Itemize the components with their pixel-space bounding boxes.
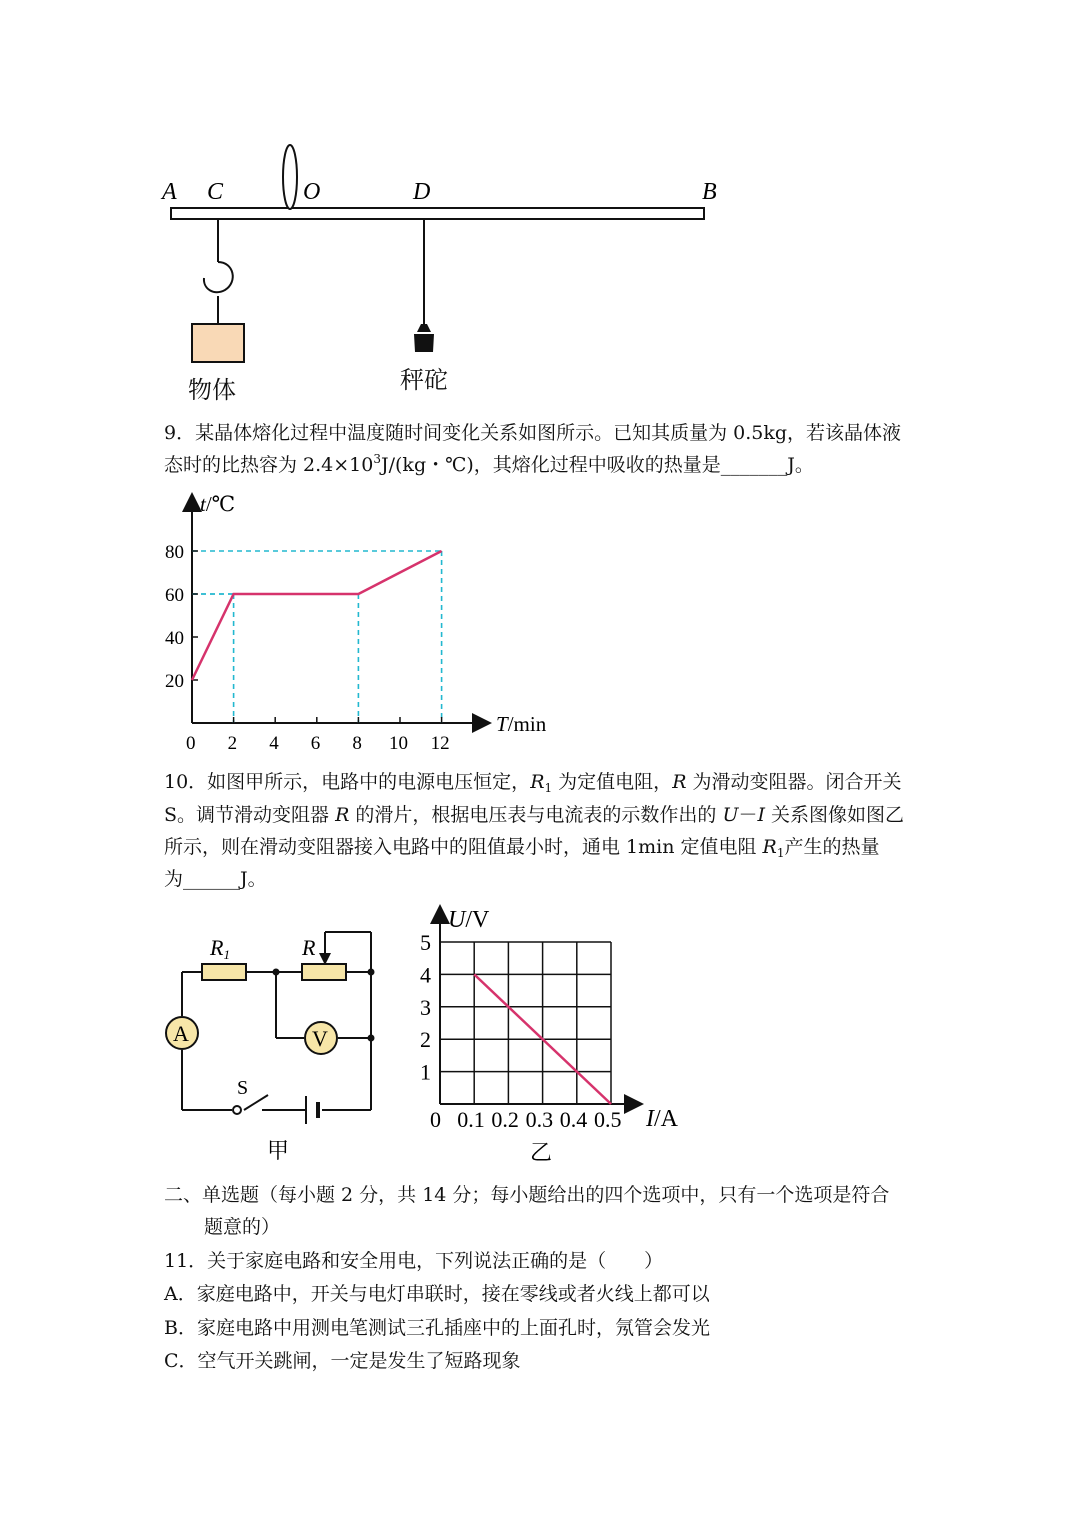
q10-r1: R: [530, 771, 545, 793]
section2-line2: 题意的）: [204, 1216, 281, 1238]
q11-option-a[interactable]: A．家庭电路中，开关与电灯串联时，接在零线或者火线上都可以: [164, 1283, 710, 1305]
section2-line1: 二、单选题（每小题 2 分，共 14 分；每小题给出的四个选项中，只有一个选项是符合: [164, 1184, 890, 1206]
q9-line2-pre: 态时的比热容为 2.4×10: [164, 454, 374, 476]
q10-line1-a: 10．如图甲所示，电路中的电源电压恒定，: [164, 771, 531, 793]
q10-dash: －: [738, 804, 758, 826]
q10-line2-c: 关系图像如图乙: [765, 804, 905, 826]
x-tick-label: 0: [186, 733, 196, 754]
circuit-caption: 甲: [267, 1138, 290, 1163]
q10-line2-a: S。调节滑动变阻器: [164, 804, 336, 826]
ammeter-label: A: [173, 1021, 189, 1046]
q9-line2-post: J。: [787, 454, 814, 476]
r1-label: R1: [210, 935, 230, 962]
x-axis-label: T/min: [496, 712, 547, 736]
q10-line4-a: 为: [164, 868, 184, 890]
q10-line3-b: 产生的热量: [784, 836, 880, 858]
ui-xlabel: I/A: [646, 1106, 678, 1132]
ui-x-tick-label: 0.4: [559, 1107, 588, 1132]
q10-line3-a: 所示，则在滑动变阻器接入电路中的阻值最小时，通电 1min 定值电阻: [164, 836, 763, 858]
hook: [204, 262, 233, 292]
x-tick-label: 4: [269, 733, 279, 754]
y-tick-label: 40: [165, 628, 184, 649]
y-axis-label: t/℃: [200, 492, 236, 516]
x-tick-label: 2: [227, 733, 238, 754]
switch-contact: [233, 1106, 241, 1114]
object-label: 物体: [188, 376, 236, 404]
q9-line1: 9．某晶体熔化过程中温度随时间变化关系如图所示。已知其质量为 0.5kg，若该晶体液: [164, 422, 902, 444]
resistor-r1: [202, 964, 246, 980]
q10-line2-b: 的滑片，根据电压表与电流表的示数作出的: [349, 804, 723, 826]
lever-figure: [150, 140, 750, 402]
q10-r1-sub: 1: [544, 781, 553, 795]
ui-graph: [410, 900, 690, 1168]
lever-beam: [171, 208, 704, 219]
q10-line4: [164, 867, 267, 891]
ui-y-tick-label: 3: [420, 994, 431, 1020]
q10-r: R: [672, 771, 687, 793]
y-tick-label: 60: [165, 585, 184, 606]
temperature-chart: [150, 488, 570, 758]
q10-i: I: [757, 804, 766, 826]
rheostat-r: [302, 964, 346, 980]
weight-label: 秤砣: [400, 366, 448, 394]
point-label-o: O: [303, 179, 321, 205]
q11-stem: 11．关于家庭电路和安全用电，下列说法正确的是（ ）: [164, 1250, 664, 1272]
counterweight: [414, 324, 434, 352]
ui-x-tick-label: 0.1: [457, 1107, 485, 1132]
r-label: R: [302, 935, 316, 960]
ui-y-tick-label: 4: [420, 962, 431, 988]
point-label-d: D: [413, 179, 431, 205]
q10-line1-b: 为定值电阻，: [552, 771, 673, 793]
q11-option-c[interactable]: C．空气开关跳闸，一定是发生了短路现象: [164, 1350, 521, 1372]
q9-line2-mid: J/(kg・℃)，其熔化过程中吸收的热量是: [381, 454, 721, 476]
fulcrum: [283, 145, 297, 209]
ui-y-tick-label: 1: [420, 1059, 431, 1085]
ui-x-tick-label: 0: [430, 1107, 441, 1132]
q10-line1-c: 为滑动变阻器。闭合开关: [686, 771, 902, 793]
q10-line2: [164, 803, 904, 827]
q10-line4-b: J。: [240, 868, 267, 890]
y-tick-label: 80: [165, 542, 184, 563]
ui-x-tick-label: 0.2: [491, 1107, 519, 1132]
q9-exponent: 3: [373, 452, 381, 466]
point-label-a: A: [162, 179, 177, 205]
ui-x-tick-label: 0.3: [525, 1107, 554, 1132]
q10-line3-r1: R: [762, 836, 777, 858]
q10-line3-r1-sub: 1: [776, 846, 785, 860]
ui-ylabel: U/V: [448, 907, 490, 933]
x-tick-label: 8: [352, 733, 362, 754]
q10-u: U: [722, 804, 739, 826]
q11-option-b[interactable]: B．家庭电路中用测电笔测试三孔插座中的上面孔时，氖管会发光: [164, 1317, 710, 1339]
point-label-c: C: [207, 179, 224, 205]
y-tick-label: 20: [165, 671, 184, 692]
switch-label: S: [237, 1077, 249, 1099]
q9-line2: [164, 453, 814, 477]
ui-x-tick-label: 0.5: [594, 1107, 622, 1132]
q10-line1: [164, 770, 902, 794]
x-tick-label: 10: [389, 733, 408, 754]
object-box: [192, 324, 244, 362]
circuit-diagram: [160, 925, 390, 1165]
q10-answer-blank[interactable]: ______: [183, 868, 241, 890]
voltmeter-label: V: [312, 1026, 328, 1051]
q9-answer-blank[interactable]: _______: [720, 454, 788, 476]
x-tick-label: 6: [310, 733, 321, 754]
x-tick-label: 12: [430, 733, 450, 754]
ui-caption: 乙: [530, 1140, 553, 1165]
ui-y-tick-label: 5: [420, 930, 431, 955]
point-label-b: B: [702, 179, 717, 205]
temperature-series-line: [192, 551, 442, 680]
q10-line2-r: R: [335, 804, 350, 826]
q10-line3: [164, 835, 880, 859]
ui-y-tick-label: 2: [420, 1027, 431, 1053]
